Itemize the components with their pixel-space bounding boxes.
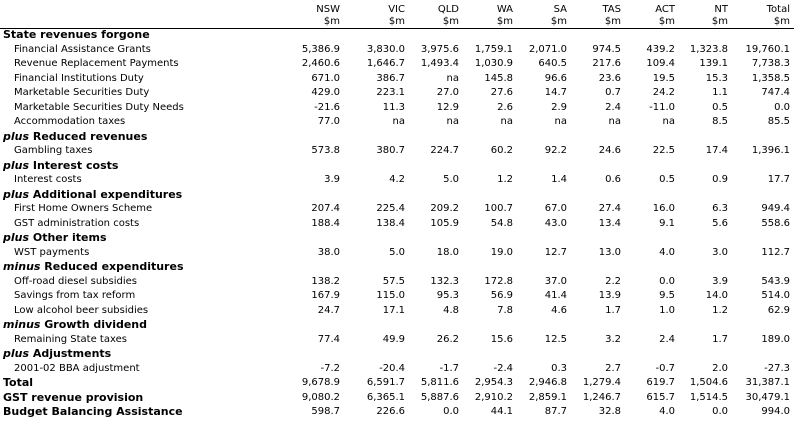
cell-qld: 132.3 — [430, 275, 459, 287]
cell-act: 0.0 — [659, 275, 675, 287]
row-label-text: GST revenue provision — [3, 390, 144, 404]
cell-qld: na — [446, 72, 459, 84]
cell-tas: 23.6 — [598, 72, 621, 84]
cell-wa: 54.8 — [490, 217, 513, 229]
cell-nt: 1,514.5 — [689, 391, 728, 403]
cell-qld: na — [446, 116, 459, 127]
cell-tas: 2.7 — [605, 362, 621, 374]
cell-nt: 0.5 — [712, 101, 728, 113]
cell-total: 17.7 — [767, 174, 790, 185]
column-unit: $m — [773, 16, 790, 27]
table-row — [0, 115, 794, 130]
cell-tas: 24.6 — [598, 145, 621, 156]
column-unit: $m — [388, 16, 405, 27]
row-label — [14, 362, 140, 377]
table-body — [0, 28, 794, 420]
column-unit: $m — [658, 16, 675, 27]
cell-tas: 974.5 — [592, 43, 621, 55]
cell-tas: 27.4 — [598, 203, 621, 214]
row-label-text: Total — [3, 376, 34, 389]
row-label-text: Financial Assistance Grants — [14, 43, 151, 55]
row-label-text: Marketable Securities Duty Needs — [14, 101, 184, 113]
section-prefix: minus — [3, 318, 45, 331]
cell-total: 514.0 — [761, 290, 790, 301]
cell-nt: 14.0 — [705, 290, 728, 301]
table-row — [0, 173, 794, 188]
cell-wa: 27.6 — [490, 87, 513, 98]
cell-total: 112.7 — [761, 246, 790, 258]
row-label-text: Interest costs — [32, 158, 119, 172]
cell-total: 747.4 — [761, 87, 790, 98]
cell-nt: 8.5 — [712, 116, 728, 127]
cell-act: 16.0 — [652, 203, 675, 214]
cell-total: 189.0 — [761, 333, 790, 345]
cell-sa: 2,859.1 — [528, 391, 567, 403]
cell-qld: 209.2 — [430, 203, 459, 214]
section-header — [0, 130, 794, 145]
row-label — [3, 188, 182, 203]
cell-wa: na — [500, 116, 513, 127]
row-label-text: Additional expenditures — [32, 187, 183, 201]
section-header — [0, 188, 794, 203]
row-label — [3, 347, 111, 362]
table-row — [0, 202, 794, 217]
cell-wa: 2,910.2 — [474, 391, 513, 403]
cell-vic: 6,591.7 — [366, 377, 405, 388]
row-label-text: First Home Owners Scheme — [14, 203, 153, 214]
row-label — [14, 304, 148, 319]
cell-nt: 3.0 — [712, 246, 728, 258]
row-label — [14, 101, 184, 116]
table-row — [0, 246, 794, 261]
cell-nsw: -7.2 — [320, 362, 340, 374]
cell-nsw: 671.0 — [311, 72, 340, 84]
cell-total: 19,760.1 — [745, 43, 790, 55]
row-label — [14, 275, 137, 290]
cell-sa: 14.7 — [544, 87, 567, 98]
cell-act: 9.5 — [659, 290, 675, 301]
cell-vic: 4.2 — [389, 174, 405, 185]
cell-sa: 43.0 — [544, 217, 567, 229]
cell-nsw: 5,386.9 — [301, 43, 340, 55]
cell-wa: 44.1 — [490, 406, 513, 417]
row-label — [14, 57, 179, 72]
cell-total: 1,358.5 — [751, 72, 790, 84]
cell-qld: 1,493.4 — [420, 58, 459, 69]
cell-tas: 1,279.4 — [582, 377, 621, 388]
cell-wa: 2.6 — [497, 101, 513, 113]
cell-sa: 12.7 — [544, 246, 567, 258]
row-label — [3, 318, 147, 333]
cell-vic: 115.0 — [376, 290, 405, 301]
cell-nt: 15.3 — [705, 72, 728, 84]
cell-sa: 2,946.8 — [528, 377, 567, 388]
cell-nt: 0.9 — [712, 174, 728, 185]
cell-nsw: 167.9 — [311, 290, 340, 301]
cell-nsw: 38.0 — [317, 246, 340, 258]
cell-total: 62.9 — [767, 304, 790, 316]
row-label-text: Growth dividend — [44, 318, 147, 331]
cell-nt: 3.9 — [712, 275, 728, 287]
cell-sa: 1.4 — [551, 174, 567, 185]
cell-sa: 67.0 — [544, 203, 567, 214]
cell-total: 0.0 — [774, 101, 790, 113]
cell-wa: 1.2 — [497, 174, 513, 185]
cell-vic: 11.3 — [382, 101, 405, 113]
cell-qld: 3,975.6 — [420, 43, 459, 55]
cell-vic: na — [392, 116, 405, 127]
row-label-text: Savings from tax reform — [14, 290, 136, 301]
cell-tas: 1,246.7 — [582, 391, 621, 403]
row-label — [14, 86, 149, 101]
cell-wa: -2.4 — [493, 362, 513, 374]
cell-tas: 217.6 — [592, 58, 621, 69]
cell-sa: 87.7 — [544, 406, 567, 417]
cell-wa: 19.0 — [490, 246, 513, 258]
column-unit: $m — [496, 16, 513, 27]
cell-vic: 138.4 — [376, 217, 405, 229]
row-label — [14, 217, 139, 232]
table-row — [0, 86, 794, 101]
cell-act: 4.0 — [659, 246, 675, 258]
cell-nsw: 188.4 — [311, 217, 340, 229]
column-header-total — [728, 4, 790, 27]
cell-wa: 100.7 — [484, 203, 513, 214]
cell-qld: 0.0 — [443, 406, 459, 417]
cell-qld: 4.8 — [443, 304, 459, 316]
cell-vic: 57.5 — [382, 275, 405, 287]
cell-nt: 139.1 — [699, 58, 728, 69]
column-name: VIC — [388, 4, 405, 15]
cell-nsw: 24.7 — [317, 304, 340, 316]
section-header — [0, 260, 794, 275]
cell-tas: 13.0 — [598, 246, 621, 258]
column-header-act — [621, 4, 675, 27]
row-label-text: Interest costs — [14, 174, 82, 185]
cell-sa: na — [554, 116, 567, 127]
cell-nt: 2.0 — [712, 362, 728, 374]
cell-sa: 92.2 — [544, 145, 567, 156]
cell-sa: 2,071.0 — [528, 43, 567, 55]
cell-vic: -20.4 — [379, 362, 405, 374]
cell-act: 22.5 — [652, 145, 675, 156]
row-label — [14, 43, 151, 58]
table-row — [0, 43, 794, 58]
cell-vic: 1,646.7 — [366, 58, 405, 69]
cell-tas: 2.2 — [605, 275, 621, 287]
row-label-text: State revenues forgone — [3, 28, 150, 41]
table-row — [0, 72, 794, 87]
cell-total: 949.4 — [761, 203, 790, 214]
cell-vic: 223.1 — [376, 87, 405, 98]
total-row — [0, 391, 794, 406]
cell-nsw: 429.0 — [311, 87, 340, 98]
cell-nt: 0.0 — [712, 406, 728, 417]
cell-act: 619.7 — [646, 377, 675, 388]
cell-nsw: 9,678.9 — [301, 377, 340, 388]
row-label — [3, 405, 183, 420]
column-unit: $m — [323, 16, 340, 27]
cell-nt: 1,323.8 — [689, 43, 728, 55]
cell-vic: 5.0 — [389, 246, 405, 258]
cell-nsw: -21.6 — [314, 101, 340, 113]
cell-act: 109.4 — [646, 58, 675, 69]
table-row — [0, 362, 794, 377]
section-header — [0, 159, 794, 174]
row-label — [3, 231, 107, 246]
section-header — [0, 231, 794, 246]
cell-act: 439.2 — [646, 43, 675, 55]
row-label-text: Gambling taxes — [14, 145, 93, 156]
row-label-text: Reduced revenues — [32, 129, 148, 143]
row-label-text: Low alcohol beer subsidies — [14, 304, 149, 316]
cell-nt: 1,504.6 — [689, 377, 728, 388]
cell-qld: 12.9 — [436, 101, 459, 113]
row-label-text: Marketable Securities Duty — [14, 87, 150, 98]
cell-qld: 105.9 — [430, 217, 459, 229]
column-header-wa — [459, 4, 513, 27]
row-label — [3, 391, 143, 406]
cell-sa: 640.5 — [538, 58, 567, 69]
cell-wa: 1,030.9 — [474, 58, 513, 69]
cell-total: -27.3 — [764, 362, 790, 374]
cell-act: 2.4 — [659, 333, 675, 345]
row-label-text: Revenue Replacement Payments — [14, 58, 179, 69]
row-label — [14, 173, 82, 188]
row-label-text: Accommodation taxes — [14, 116, 126, 127]
cell-nsw: 138.2 — [311, 275, 340, 287]
row-label — [3, 28, 150, 43]
cell-nsw: 77.0 — [317, 116, 340, 127]
table-header — [0, 0, 794, 28]
column-name: NT — [714, 4, 728, 15]
cell-act: 615.7 — [646, 391, 675, 403]
column-unit: $m — [442, 16, 459, 27]
cell-qld: 18.0 — [436, 246, 459, 258]
cell-wa: 172.8 — [484, 275, 513, 287]
cell-total: 558.6 — [761, 217, 790, 229]
cell-qld: 5,887.6 — [420, 391, 459, 403]
section-header — [0, 347, 794, 362]
cell-nsw: 207.4 — [311, 203, 340, 214]
cell-vic: 380.7 — [376, 145, 405, 156]
cell-act: na — [662, 116, 675, 127]
section-prefix: plus — [3, 231, 33, 244]
cell-tas: 0.7 — [605, 87, 621, 98]
total-row — [0, 405, 794, 420]
row-label — [14, 246, 89, 261]
cell-qld: 95.3 — [436, 290, 459, 301]
row-label — [3, 130, 147, 145]
cell-sa: 0.3 — [551, 362, 567, 374]
table-row — [0, 101, 794, 116]
row-label-text: Adjustments — [32, 347, 112, 360]
cell-qld: 224.7 — [430, 145, 459, 156]
cell-act: 4.0 — [659, 406, 675, 417]
cell-total: 31,387.1 — [745, 377, 790, 388]
column-name: WA — [496, 4, 513, 15]
cell-act: 9.1 — [659, 217, 675, 229]
column-unit: $m — [711, 16, 728, 27]
cell-tas: 32.8 — [598, 406, 621, 417]
cell-act: -11.0 — [649, 101, 675, 113]
cell-vic: 225.4 — [376, 203, 405, 214]
row-label-text: 2001-02 BBA adjustment — [14, 362, 140, 374]
column-unit: $m — [604, 16, 621, 27]
row-label — [3, 260, 184, 275]
cell-act: 19.5 — [652, 72, 675, 84]
table-row — [0, 144, 794, 159]
column-name: QLD — [437, 4, 459, 15]
column-header-nsw — [280, 4, 340, 27]
column-header-sa — [513, 4, 567, 27]
column-header-qld — [405, 4, 459, 27]
section-header — [0, 318, 794, 333]
row-label-text: Financial Institutions Duty — [14, 72, 144, 84]
row-label — [14, 72, 144, 87]
table-row — [0, 289, 794, 304]
column-name: ACT — [655, 4, 675, 15]
cell-sa: 96.6 — [544, 72, 567, 84]
cell-nsw: 598.7 — [311, 406, 340, 417]
cell-nt: 6.3 — [712, 203, 728, 214]
table-row — [0, 217, 794, 232]
cell-tas: 2.4 — [605, 101, 621, 113]
row-label-text: Reduced expenditures — [44, 260, 184, 273]
row-label-text: Budget Balancing Assistance — [3, 405, 183, 418]
cell-vic: 6,365.1 — [366, 391, 405, 403]
cell-tas: 0.6 — [605, 174, 621, 185]
row-label — [14, 333, 127, 348]
cell-wa: 60.2 — [490, 145, 513, 156]
section-prefix: plus — [3, 158, 33, 172]
cell-qld: 5.0 — [443, 174, 459, 185]
cell-nsw: 3.9 — [324, 174, 340, 185]
row-label-text: Off-road diesel subsidies — [14, 275, 138, 287]
cell-wa: 56.9 — [490, 290, 513, 301]
column-name: SA — [553, 4, 567, 15]
cell-tas: 13.9 — [598, 290, 621, 301]
column-header-nt — [675, 4, 728, 27]
cell-sa: 12.5 — [544, 333, 567, 345]
cell-nsw: 573.8 — [311, 145, 340, 156]
column-name: NSW — [316, 4, 340, 15]
cell-tas: 3.2 — [605, 333, 621, 345]
table-row — [0, 275, 794, 290]
cell-vic: 17.1 — [382, 304, 405, 316]
column-unit: $m — [550, 16, 567, 27]
row-label — [3, 159, 118, 174]
cell-act: 1.0 — [659, 304, 675, 316]
cell-nsw: 77.4 — [317, 333, 340, 345]
cell-nt: 1.7 — [712, 333, 728, 345]
cell-qld: 27.0 — [436, 87, 459, 98]
cell-wa: 145.8 — [484, 72, 513, 84]
cell-sa: 37.0 — [544, 275, 567, 287]
cell-nt: 1.2 — [712, 304, 728, 316]
row-label-text: Other items — [32, 231, 107, 244]
cell-total: 543.9 — [761, 275, 790, 287]
row-label — [14, 115, 125, 130]
cell-vic: 226.6 — [376, 406, 405, 417]
cell-act: 24.2 — [652, 87, 675, 98]
column-header-vic — [345, 4, 405, 27]
cell-act: 0.5 — [659, 174, 675, 185]
table-row — [0, 304, 794, 319]
section-prefix: plus — [3, 347, 33, 360]
cell-total: 30,479.1 — [745, 391, 790, 403]
cell-vic: 3,830.0 — [366, 43, 405, 55]
cell-tas: na — [608, 116, 621, 127]
row-label-text: Remaining State taxes — [14, 333, 127, 345]
cell-nt: 5.6 — [712, 217, 728, 229]
cell-qld: -1.7 — [439, 362, 459, 374]
row-label — [14, 144, 92, 159]
cell-total: 1,396.1 — [751, 145, 790, 156]
cell-wa: 2,954.3 — [474, 377, 513, 388]
section-header — [0, 28, 794, 43]
cell-tas: 1.7 — [605, 304, 621, 316]
cell-nt: 1.1 — [712, 87, 728, 98]
column-name: TAS — [602, 4, 621, 15]
cell-total: 85.5 — [767, 116, 790, 127]
cell-total: 994.0 — [761, 406, 790, 417]
section-prefix: minus — [3, 260, 45, 273]
cell-sa: 2.9 — [551, 101, 567, 113]
cell-tas: 13.4 — [598, 217, 621, 229]
table-row — [0, 57, 794, 72]
cell-qld: 26.2 — [436, 333, 459, 345]
row-label — [3, 376, 33, 391]
section-prefix: plus — [3, 129, 33, 143]
section-prefix: plus — [3, 187, 33, 201]
row-label — [14, 202, 152, 217]
cell-wa: 7.8 — [497, 304, 513, 316]
cell-qld: 5,811.6 — [420, 377, 459, 388]
cell-act: -0.7 — [655, 362, 675, 374]
cell-sa: 41.4 — [544, 290, 567, 301]
cell-wa: 15.6 — [490, 333, 513, 345]
cell-vic: 386.7 — [376, 72, 405, 84]
cell-vic: 49.9 — [382, 333, 405, 345]
row-label-text: GST administration costs — [14, 217, 140, 229]
cell-wa: 1,759.1 — [474, 43, 513, 55]
cell-sa: 4.6 — [551, 304, 567, 316]
cell-nsw: 2,460.6 — [301, 58, 340, 69]
row-label — [14, 289, 135, 304]
column-name: Total — [766, 4, 790, 15]
cell-nt: 17.4 — [705, 145, 728, 156]
row-label-text: WST payments — [14, 246, 90, 258]
table-row — [0, 333, 794, 348]
cell-total: 7,738.3 — [751, 58, 790, 69]
total-row — [0, 376, 794, 391]
column-header-tas — [567, 4, 621, 27]
cell-nsw: 9,080.2 — [301, 391, 340, 403]
